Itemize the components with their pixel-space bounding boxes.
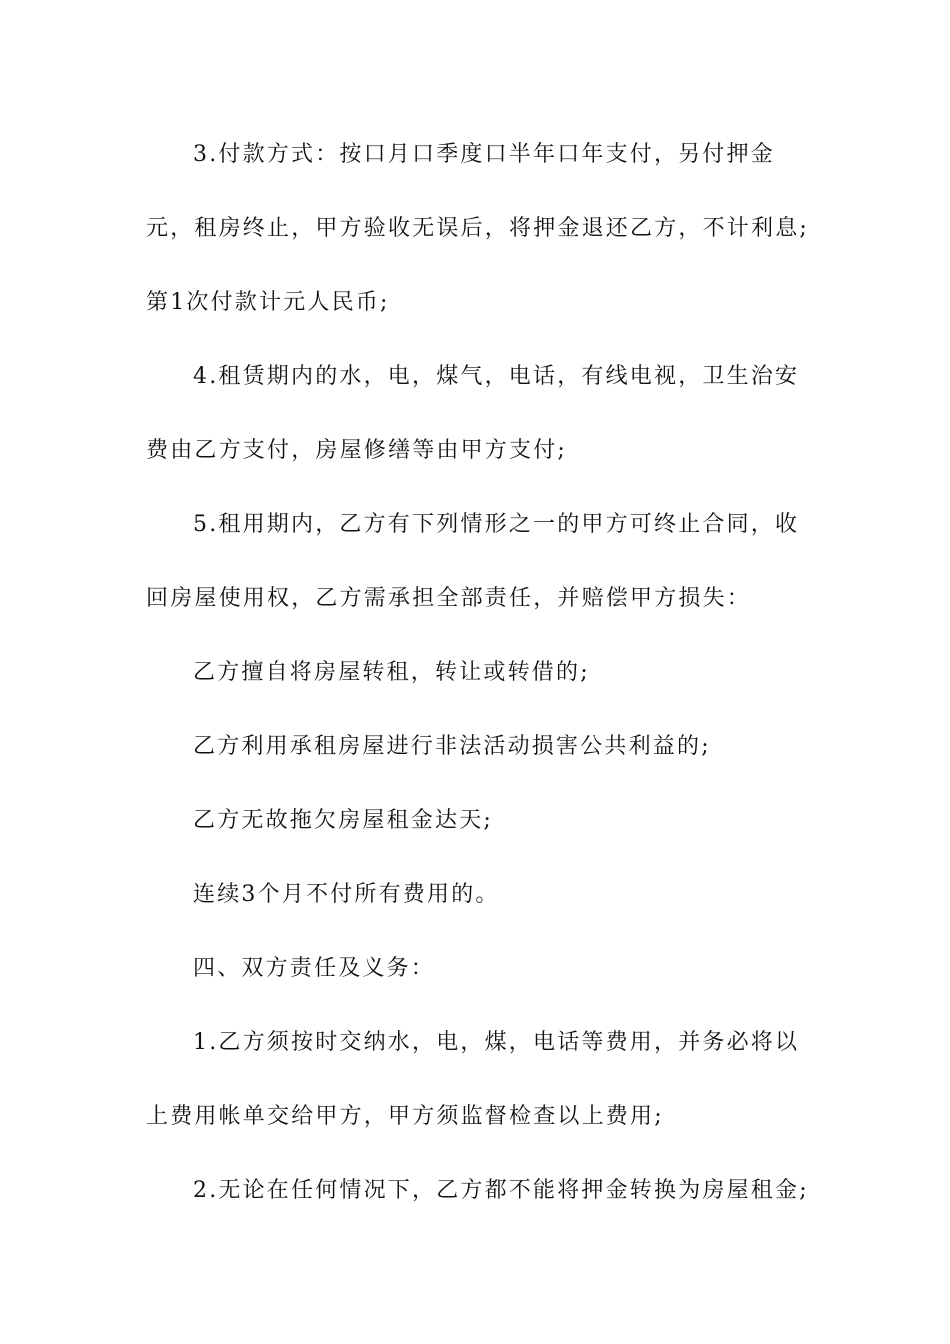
paragraph-unpaid-fees: 连续3个月不付所有费用的。 <box>193 882 500 907</box>
paragraph-utility-fees: 4.租赁期内的水，电，煤气，电话，有线电视，卫生治安费由乙方支付，房屋修缮等由甲方支付; <box>146 364 800 463</box>
paragraph-termination-conditions: 5.租用期内，乙方有下列情形之一的甲方可终止合同，收回房屋使用权，乙方需承担全部责任，并赔偿甲方损失： <box>146 512 800 611</box>
section-heading-responsibilities: 四、双方责任及义务： <box>193 956 436 981</box>
paragraph-deposit-rule: 2.无论在任何情况下，乙方都不能将押金转换为房屋租金; <box>193 1178 809 1203</box>
paragraph-rent-arrears: 乙方无故拖欠房屋租金达天; <box>193 808 494 833</box>
paragraph-sublet: 乙方擅自将房屋转租，转让或转借的; <box>193 660 590 685</box>
document-body <box>0 118 810 1228</box>
paragraph-illegal-use: 乙方利用承租房屋进行非法活动损害公共利益的; <box>193 734 711 759</box>
paragraph-payment-method: 3.付款方式：按口月口季度口半年口年支付，另付押金元，租房终止，甲方验收无误后，将押金退还乙方，不计利息;第1次付款计元人民币; <box>146 142 810 315</box>
paragraph-fee-payment: 1.乙方须按时交纳水，电，煤，电话等费用，并务必将以上费用帐单交给甲方，甲方须监督检查以上费用; <box>146 1030 800 1129</box>
